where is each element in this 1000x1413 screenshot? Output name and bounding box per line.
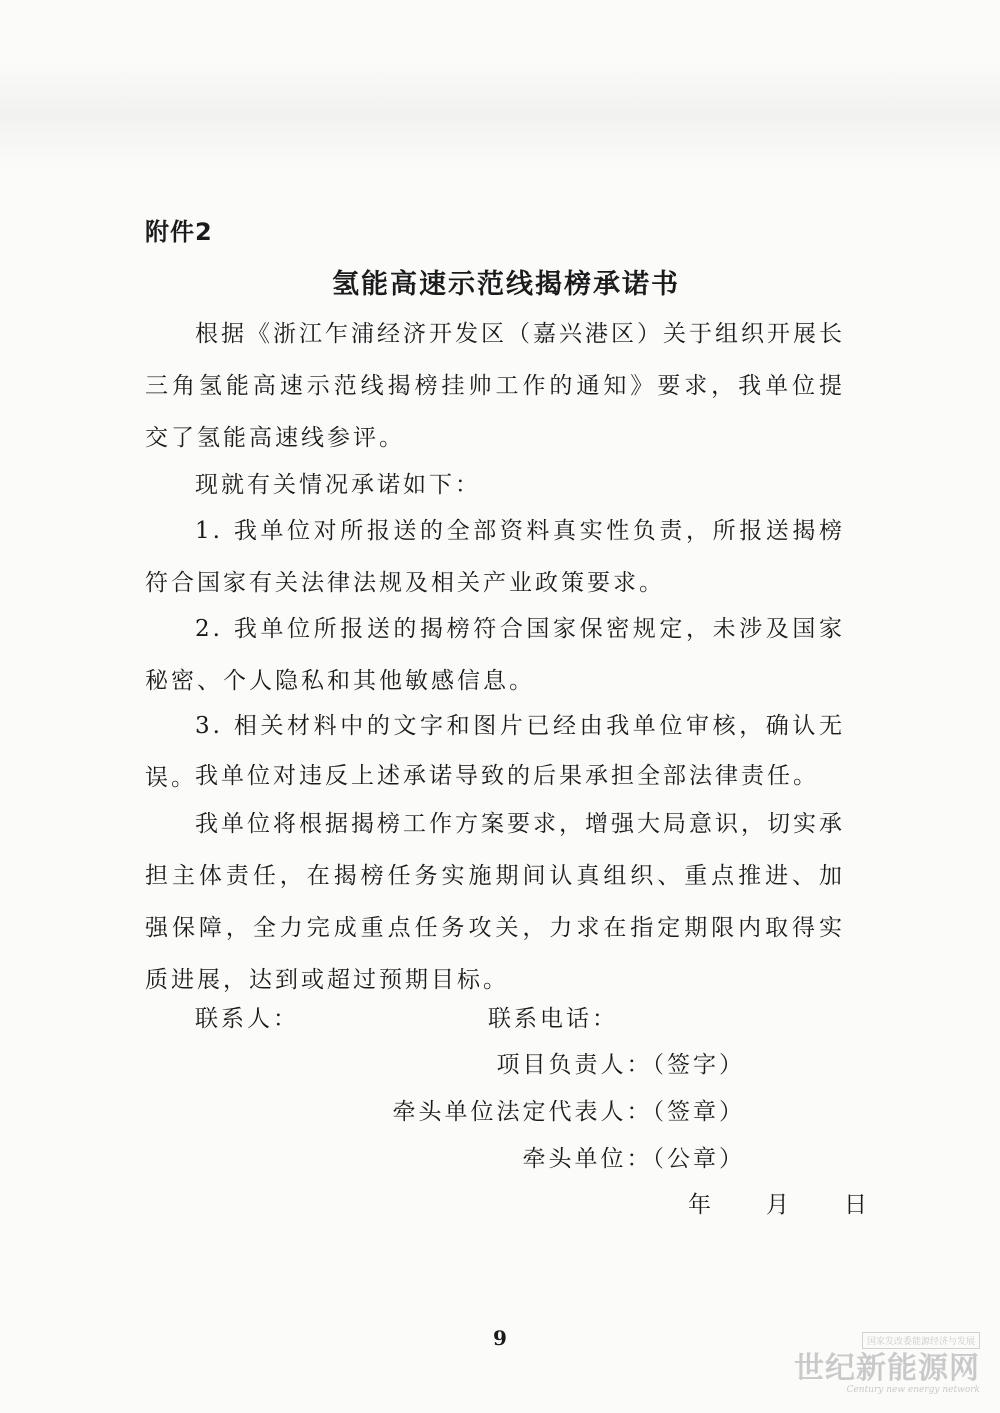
liability-paragraph: 我单位对违反上述承诺导致的后果承担全部法律责任。 — [195, 763, 819, 789]
commitment-item-3: 3. 相关材料中的文字和图片已经由我单位审核，确认无误。 — [145, 713, 845, 791]
commitment-item-2: 2. 我单位所报送的揭榜符合国家保密规定，未涉及国家秘密、个人隐私和其他敏感信息。 — [145, 616, 845, 694]
watermark-logo — [780, 1329, 980, 1395]
scan-artifact — [0, 60, 1000, 170]
intro-paragraph: 根据《浙江乍浦经济开发区（嘉兴港区）关于组织开展长三角氢能高速示范线揭榜挂帅工作的通知》要求，我单位提交了氢能高速线参评。 — [145, 321, 845, 451]
lead-unit-seal: 牵头单位：（公章） — [522, 1146, 745, 1172]
project-lead-signature: 项目负责人：（签字） — [496, 1052, 745, 1078]
watermark-english-text: Century new energy network — [846, 1385, 980, 1395]
legal-representative-signature: 牵头单位法定代表人：（签章） — [392, 1099, 745, 1125]
watermark-main-text: 世纪新能源网 — [794, 1351, 980, 1386]
contact-person-label: 联系人： — [195, 1006, 299, 1032]
plan-paragraph: 我单位将根据揭榜工作方案要求，增强大局意识，切实承担主体责任，在揭榜任务实施期间认真组织、重点推进、加强保障，全力完成重点任务攻关，力求在指定期限内取得实质进展，达到或超过预期目标。 — [145, 811, 845, 993]
date-line: 年 月 日 — [688, 1192, 870, 1218]
attachment-label: 附件2 — [145, 218, 213, 246]
document-title: 氢能高速示范线揭榜承诺书 — [332, 269, 680, 300]
watermark-small-text: 国家发改委能源经济与发展 — [862, 1332, 980, 1349]
contact-phone-label: 联系电话： — [488, 1006, 618, 1032]
commitment-lead-paragraph: 现就有关情况承诺如下： — [195, 472, 481, 498]
commitment-item-1: 1. 我单位对所报送的全部资料真实性负责，所报送揭榜符合国家有关法律法规及相关产业政策要求。 — [145, 518, 845, 596]
page-number: 9 — [493, 1326, 507, 1350]
